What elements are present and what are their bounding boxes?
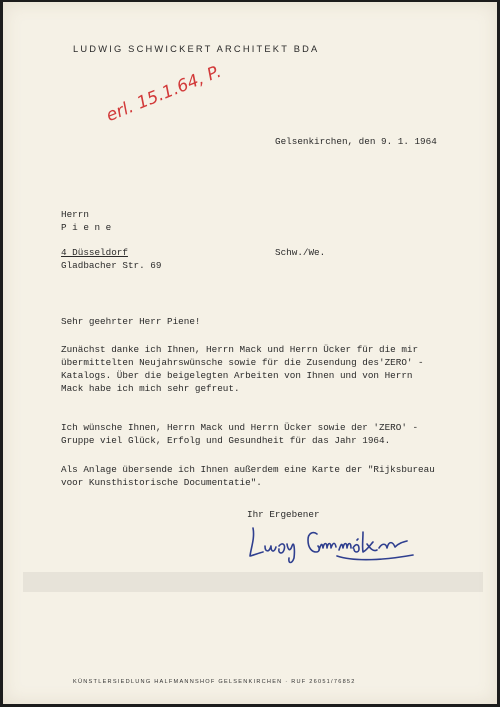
handwritten-signature — [245, 522, 445, 566]
paragraph-line: Ich wünsche Ihnen, Herrn Mack und Herrn Ücker sowie der 'ZERO' - — [61, 422, 419, 433]
paragraph-line: übermittelten Neujahrswünsche sowie für die Zusendung des'ZERO' - — [61, 357, 424, 368]
recipient-city: 4 Düsseldorf — [61, 247, 128, 258]
paragraph-line: Katalogs. Über die beigelegten Arbeiten von Ihnen und von Herrn — [61, 370, 413, 381]
recipient-street: Gladbacher Str. 69 — [61, 260, 162, 271]
footer-address: KÜNSTLERSIEDLUNG HALFMANNSHOF GELSENKIRCHEN · RUF 26051/76852 — [73, 679, 356, 685]
paragraph-2 — [61, 421, 461, 447]
recipient-salutation: Herrn — [61, 209, 89, 220]
recipient-address — [61, 208, 161, 272]
paragraph-line: Zunächst danke ich Ihnen, Herrn Mack und Herrn Ücker für die mir — [61, 344, 419, 355]
greeting: Sehr geehrter Herr Piene! — [61, 316, 201, 327]
recipient-name: P i e n e — [61, 222, 112, 233]
reference-code: Schw./We. — [275, 247, 326, 258]
place-date: Gelsenkirchen, den 9. 1. 1964 — [275, 136, 437, 147]
letter-page — [3, 2, 497, 704]
letterhead: LUDWIG SCHWICKERT ARCHITEKT BDA — [73, 44, 320, 54]
paragraph-line: Gruppe viel Glück, Erfolg und Gesundheit für das Jahr 1964. — [61, 435, 391, 446]
paragraph-1 — [61, 343, 461, 395]
address-spacer — [61, 234, 161, 246]
paragraph-line: Als Anlage übersende ich Ihnen außerdem eine Karte der "Rijksbureau — [61, 464, 435, 475]
paragraph-line: Mack habe ich mich sehr gefreut. — [61, 383, 240, 394]
paragraph-3 — [61, 463, 461, 489]
handwritten-annotation: erl. 15.1.64, P. — [103, 61, 225, 126]
paragraph-line: voor Kunsthistorische Documentatie". — [61, 477, 262, 488]
watermark — [23, 562, 483, 602]
closing: Ihr Ergebener — [247, 509, 320, 520]
